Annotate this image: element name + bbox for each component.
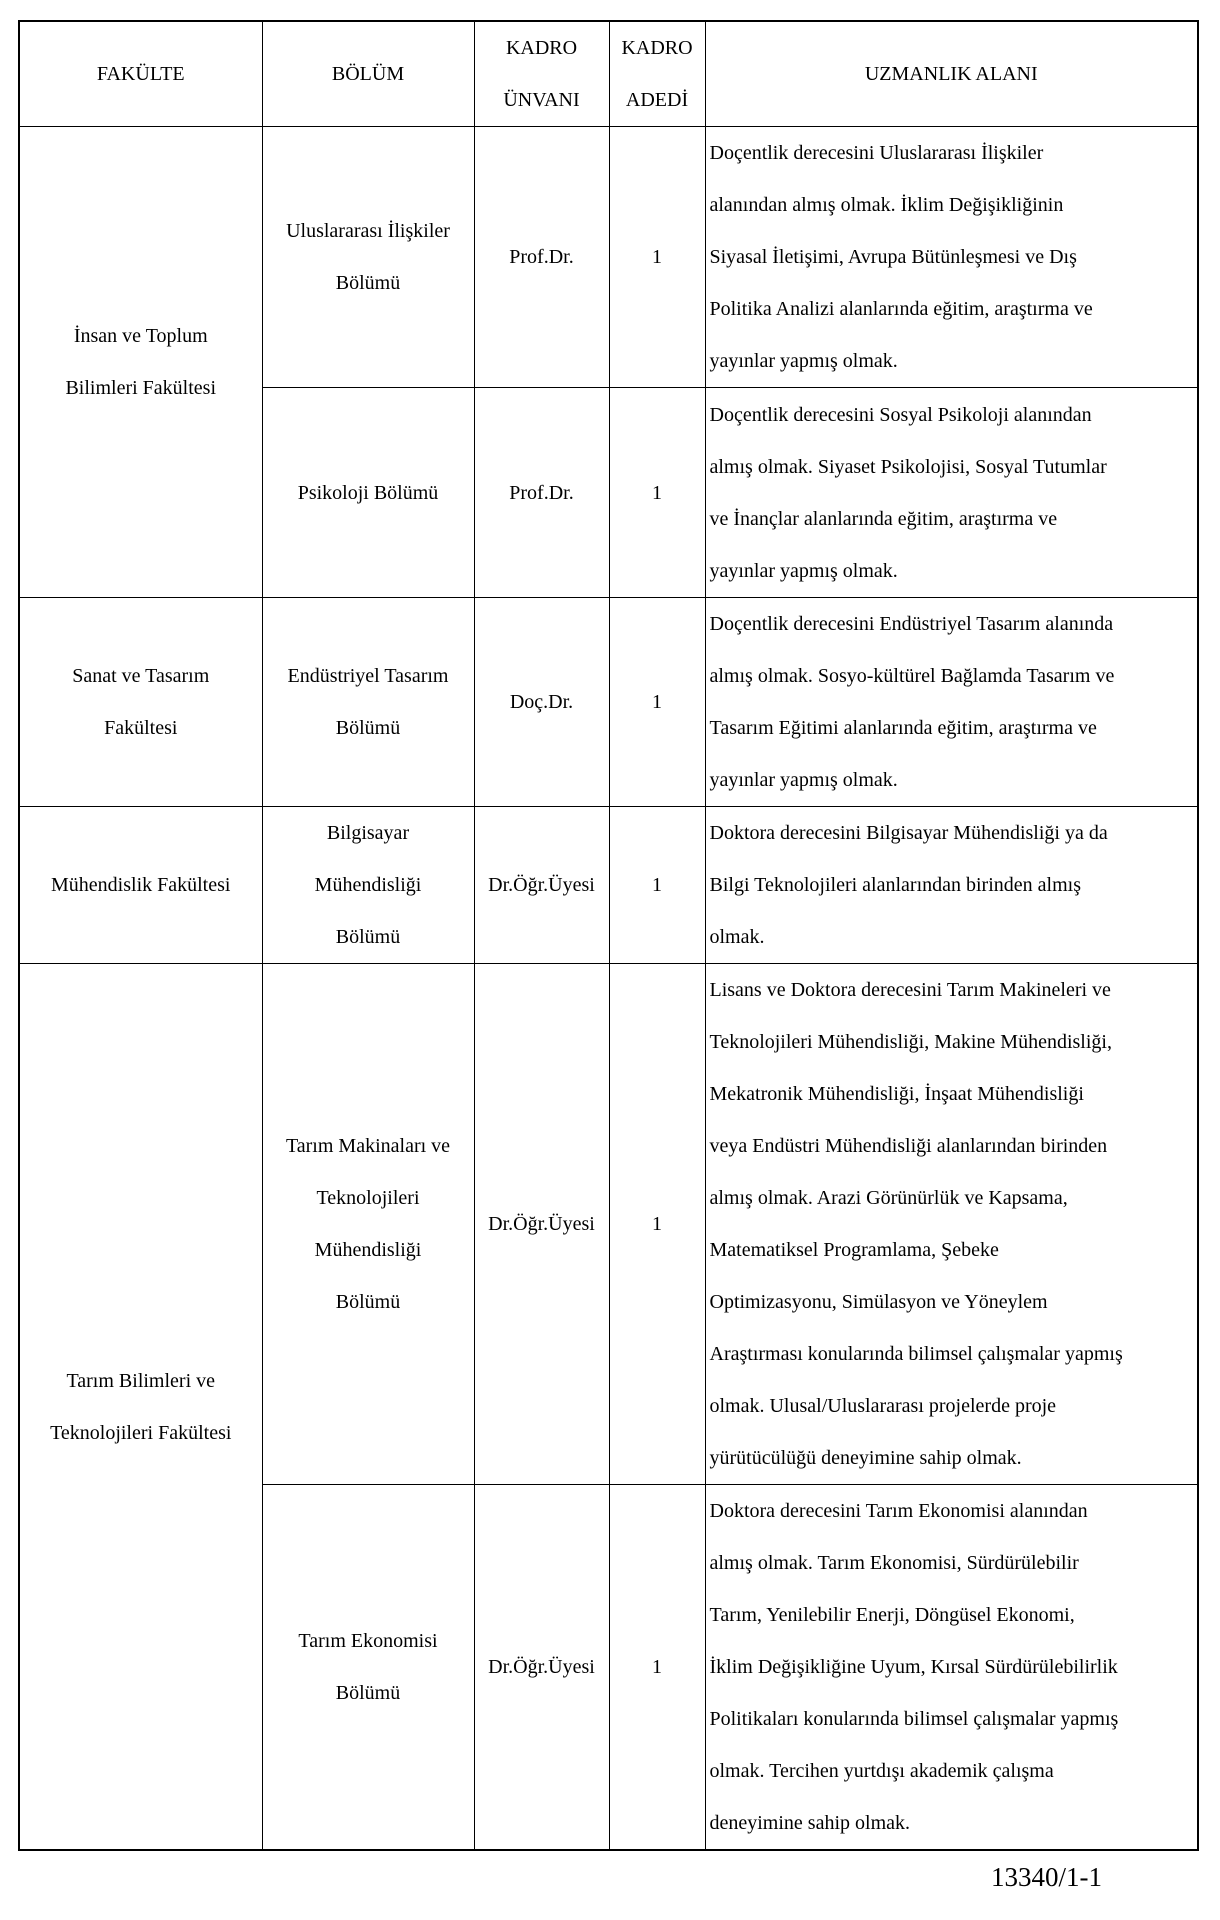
text-line: yayınlar yapmış olmak. xyxy=(709,350,898,372)
text-line: Bölümü xyxy=(335,272,401,294)
expertise-cell xyxy=(705,964,1198,1485)
header-uzmanlik: UZMANLIK ALANI xyxy=(705,21,1198,127)
text-line: yayınlar yapmış olmak. xyxy=(709,559,898,582)
position-table xyxy=(18,20,1199,1851)
text-line: Teknolojileri xyxy=(316,1187,420,1209)
table-row xyxy=(19,127,1198,388)
table-row xyxy=(19,964,1198,1485)
title-cell: Prof.Dr. xyxy=(474,388,609,598)
text-line: Bölümü xyxy=(335,1291,401,1313)
text-line: Tarım, Yenilebilir Enerji, Döngüsel Ekonomi, xyxy=(709,1604,1075,1626)
text-line: deneyimine sahip olmak. xyxy=(709,1812,911,1834)
department-cell xyxy=(262,964,474,1485)
text-line: Politikaları konularında bilimsel çalışmalar yapmış xyxy=(709,1708,1119,1730)
text-line: Doktora derecesini Bilgisayar Mühendisliği ya da xyxy=(709,822,1108,844)
text-line: Psikoloji Bölümü xyxy=(297,481,439,504)
text-line: olmak. xyxy=(709,926,765,948)
text-line: İnsan ve Toplum xyxy=(73,325,208,347)
text-line: İklim Değişikliğine Uyum, Kırsal Sürdürülebilirlik xyxy=(709,1656,1118,1678)
text-line: yayınlar yapmış olmak. xyxy=(709,769,898,791)
text-line: olmak. Ulusal/Uluslararası projelerde proje xyxy=(709,1395,1057,1417)
text-line: Sanat ve Tasarım xyxy=(72,665,210,687)
text-line: Mühendisliği xyxy=(314,1239,422,1261)
header-line: ADEDİ xyxy=(625,89,689,111)
header-fakulte: FAKÜLTE xyxy=(19,21,262,127)
count-cell: 1 xyxy=(609,964,705,1485)
text-line: almış olmak. Sosyo-kültürel Bağlamda Tasarım ve xyxy=(709,665,1115,687)
text-line: Teknolojileri Fakültesi xyxy=(50,1421,232,1444)
count-cell: 1 xyxy=(609,598,705,807)
header-bolum: BÖLÜM xyxy=(262,21,474,127)
header-row xyxy=(19,21,1198,127)
header-kadro-unvani xyxy=(474,21,609,127)
text-line: Doçentlik derecesini Endüstriyel Tasarım alanında xyxy=(709,613,1114,635)
text-line: Teknolojileri Mühendisliği, Makine Mühendisliği, xyxy=(709,1031,1112,1053)
text-line: Mekatronik Mühendisliği, İnşaat Mühendisliği xyxy=(709,1083,1084,1105)
text-line: Tarım Bilimleri ve xyxy=(66,1369,216,1392)
title-cell: Dr.Öğr.Üyesi xyxy=(474,807,609,964)
table-row xyxy=(19,807,1198,964)
text-line: Fakültesi xyxy=(104,717,178,739)
header-line: ÜNVANI xyxy=(503,89,580,111)
text-line: almış olmak. Tarım Ekonomisi, Sürdürülebilir xyxy=(709,1552,1079,1574)
text-line: Mühendisliği xyxy=(314,874,422,896)
text-line: Politika Analizi alanlarında eğitim, araştırma ve xyxy=(709,298,1093,320)
department-cell xyxy=(262,388,474,598)
faculty-cell xyxy=(19,127,262,598)
text-line: alanından almış olmak. İklim Değişikliğinin xyxy=(709,194,1064,216)
expertise-cell xyxy=(705,388,1198,598)
count-cell: 1 xyxy=(609,807,705,964)
faculty-cell xyxy=(19,807,262,964)
expertise-cell xyxy=(705,598,1198,807)
text-line: Tasarım Eğitimi alanlarında eğitim, araştırma ve xyxy=(709,717,1097,739)
text-line: Bölümü xyxy=(335,717,401,739)
text-line: Doçentlik derecesini Sosyal Psikoloji alanından xyxy=(709,403,1092,426)
text-line: Uluslararası İlişkiler xyxy=(286,220,450,242)
text-line: Doktora derecesini Tarım Ekonomisi alanından xyxy=(709,1500,1088,1522)
count-cell: 1 xyxy=(609,127,705,388)
text-line: Tarım Ekonomisi xyxy=(298,1630,438,1652)
text-line: Bilgisayar xyxy=(326,822,410,844)
department-cell xyxy=(262,127,474,388)
department-cell xyxy=(262,598,474,807)
text-line: Doçentlik derecesini Uluslararası İlişkiler xyxy=(709,142,1044,164)
text-line: Bilgi Teknolojileri alanlarından birinden almış xyxy=(709,874,1081,896)
header-kadro-adedi xyxy=(609,21,705,127)
faculty-cell xyxy=(19,964,262,1851)
count-cell: 1 xyxy=(609,1485,705,1851)
document-code: 13340/1-1 xyxy=(991,1862,1102,1892)
text-line: ve İnançlar alanlarında eğitim, araştırma ve xyxy=(709,507,1058,530)
title-cell: Prof.Dr. xyxy=(474,127,609,388)
text-line: Matematiksel Programlama, Şebeke xyxy=(709,1239,999,1261)
title-cell: Doç.Dr. xyxy=(474,598,609,807)
faculty-cell xyxy=(19,598,262,807)
department-cell xyxy=(262,1485,474,1851)
text-line: Bölümü xyxy=(335,926,401,948)
text-line: Bölümü xyxy=(335,1682,401,1704)
expertise-cell xyxy=(705,807,1198,964)
text-line: veya Endüstri Mühendisliği alanlarından birinden xyxy=(709,1135,1108,1157)
text-line: Lisans ve Doktora derecesini Tarım Makineleri ve xyxy=(709,979,1111,1001)
text-line: Siyasal İletişimi, Avrupa Bütünleşmesi ve Dış xyxy=(709,246,1077,268)
text-line: Araştırması konularında bilimsel çalışmalar yapmış xyxy=(709,1343,1123,1365)
header-line: KADRO xyxy=(505,37,578,59)
expertise-cell xyxy=(705,127,1198,388)
title-cell: Dr.Öğr.Üyesi xyxy=(474,1485,609,1851)
text-line: Endüstriyel Tasarım xyxy=(287,665,449,687)
department-cell xyxy=(262,807,474,964)
text-line: almış olmak. Arazi Görünürlük ve Kapsama, xyxy=(709,1187,1068,1209)
text-line: Bilimleri Fakültesi xyxy=(65,377,217,399)
expertise-cell xyxy=(705,1485,1198,1851)
text-line: olmak. Tercihen yurtdışı akademik çalışma xyxy=(709,1760,1054,1782)
count-cell: 1 xyxy=(609,388,705,598)
text-line: almış olmak. Siyaset Psikolojisi, Sosyal Tutumlar xyxy=(709,455,1107,478)
header-line: KADRO xyxy=(621,37,693,59)
text-line: Mühendislik Fakültesi xyxy=(51,874,231,896)
text-line: Optimizasyonu, Simülasyon ve Yöneylem xyxy=(709,1291,1048,1313)
text-line: Tarım Makinaları ve xyxy=(285,1135,451,1157)
title-cell: Dr.Öğr.Üyesi xyxy=(474,964,609,1485)
table-row xyxy=(19,598,1198,807)
text-line: yürütücülüğü deneyimine sahip olmak. xyxy=(709,1447,1022,1469)
